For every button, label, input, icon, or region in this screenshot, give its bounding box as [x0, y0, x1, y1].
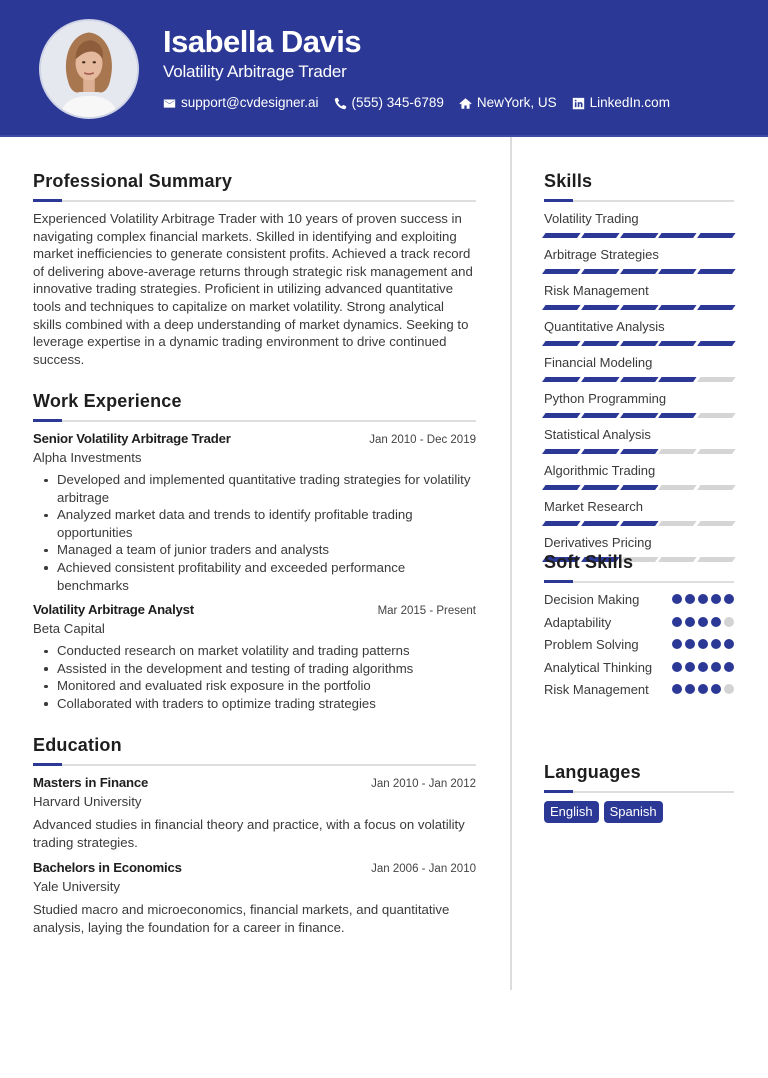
candidate-name: Isabella Davis	[163, 24, 362, 59]
soft-skill-rating	[672, 639, 734, 649]
contact-location	[459, 94, 557, 112]
skill-item	[544, 462, 734, 490]
soft-skills-list	[544, 591, 734, 699]
skill-level-bar	[544, 341, 734, 346]
level-segment-filled	[542, 341, 580, 346]
title-underline	[544, 199, 734, 202]
level-segment-filled	[620, 305, 658, 310]
contact-linkedin[interactable]	[572, 94, 670, 112]
section-title: Soft Skills	[544, 552, 634, 572]
level-segment-empty	[697, 485, 735, 490]
soft-skill-name: Problem Solving	[544, 637, 639, 652]
language-tag: English	[544, 801, 599, 823]
level-segment-filled	[659, 305, 697, 310]
job-entry	[33, 601, 476, 712]
section-title: Skills	[544, 171, 593, 191]
contact-email[interactable]	[163, 94, 319, 112]
job-title: Senior Volatility Arbitrage Trader	[33, 431, 231, 446]
linkedin-icon	[572, 97, 585, 110]
section-title: Languages	[544, 762, 641, 782]
level-segment-filled	[542, 305, 580, 310]
rating-dot-filled-icon	[711, 662, 721, 672]
level-segment-filled	[542, 413, 580, 418]
level-segment-filled	[620, 377, 658, 382]
soft-skill-name: Analytical Thinking	[544, 659, 653, 675]
section-skills	[544, 170, 734, 570]
job-bullet: Monitored and evaluated risk exposure in the portfolio	[33, 677, 476, 695]
skill-name: Volatility Trading	[544, 211, 639, 226]
soft-skill-rating	[672, 662, 734, 672]
level-segment-filled	[659, 341, 697, 346]
job-bullet: Developed and implemented quantitative trading strategies for volatility arbitrage	[33, 471, 476, 506]
job-bullets	[33, 642, 476, 712]
level-segment-filled	[620, 269, 658, 274]
skill-level-bar	[544, 521, 734, 526]
profile-photo-icon	[41, 21, 137, 117]
skill-name: Risk Management	[544, 283, 649, 298]
level-segment-empty	[697, 449, 735, 454]
skill-level-bar	[544, 233, 734, 238]
candidate-role: Volatility Arbitrage Trader	[163, 62, 347, 81]
column-divider	[510, 137, 512, 990]
contact-linkedin-text: LinkedIn.com	[589, 95, 670, 110]
level-segment-filled	[542, 377, 580, 382]
skill-level-bar	[544, 413, 734, 418]
soft-skill-item	[544, 681, 734, 699]
rating-dot-filled-icon	[698, 639, 708, 649]
rating-dot-filled-icon	[711, 684, 721, 694]
level-segment-filled	[697, 269, 735, 274]
level-segment-filled	[697, 305, 735, 310]
contact-email-text: support@cvdesigner.ai	[181, 95, 319, 110]
rating-dot-filled-icon	[711, 617, 721, 627]
education-description: Advanced studies in financial theory and practice, with a focus on volatility trading strategies.	[33, 817, 465, 850]
job-company: Beta Capital	[33, 621, 105, 637]
skill-level-bar	[544, 449, 734, 454]
education-entry	[33, 859, 476, 936]
rating-dot-filled-icon	[724, 639, 734, 649]
level-segment-filled	[542, 233, 580, 238]
job-bullet: Collaborated with traders to optimize trading strategies	[33, 695, 476, 713]
title-underline	[33, 199, 476, 202]
level-segment-filled	[542, 521, 580, 526]
soft-skill-name: Decision Making	[544, 592, 640, 607]
job-dates: Jan 2010 - Dec 2019	[369, 434, 476, 446]
languages-list	[544, 801, 734, 823]
rating-dot-filled-icon	[698, 684, 708, 694]
skill-level-bar	[544, 485, 734, 490]
title-underline	[33, 763, 476, 766]
job-bullet: Conducted research on market volatility and trading patterns	[33, 642, 476, 660]
rating-dot-filled-icon	[698, 594, 708, 604]
contact-list	[163, 94, 685, 112]
level-segment-filled	[542, 269, 580, 274]
education-dates: Jan 2006 - Jan 2010	[371, 863, 476, 876]
rating-dot-filled-icon	[685, 639, 695, 649]
level-segment-filled	[697, 233, 735, 238]
rating-dot-filled-icon	[724, 594, 734, 604]
resume-header	[0, 0, 768, 137]
skills-list	[544, 210, 734, 562]
soft-skill-name: Risk Management	[544, 682, 649, 697]
skill-level-bar	[544, 269, 734, 274]
level-segment-empty	[697, 521, 735, 526]
education-entry	[33, 774, 476, 851]
level-segment-filled	[581, 413, 619, 418]
level-segment-empty	[697, 413, 735, 418]
rating-dot-empty-icon	[724, 617, 734, 627]
level-segment-filled	[581, 305, 619, 310]
level-segment-filled	[620, 485, 658, 490]
level-segment-filled	[659, 269, 697, 274]
level-segment-filled	[620, 341, 658, 346]
skill-name: Arbitrage Strategies	[544, 247, 659, 262]
level-segment-filled	[581, 485, 619, 490]
degree-title: Bachelors in Economics	[33, 860, 182, 876]
job-bullets	[33, 471, 476, 594]
skill-item	[544, 318, 734, 346]
skill-level-bar	[544, 305, 734, 310]
level-segment-filled	[581, 521, 619, 526]
home-icon	[459, 97, 472, 110]
level-segment-filled	[542, 485, 580, 490]
level-segment-filled	[620, 233, 658, 238]
section-work-experience	[33, 390, 476, 713]
rating-dot-filled-icon	[685, 594, 695, 604]
section-title: Education	[33, 735, 122, 755]
soft-skill-name: Adaptability	[544, 614, 612, 630]
job-entry	[33, 430, 476, 594]
level-segment-filled	[620, 521, 658, 526]
skill-name: Financial Modeling	[544, 355, 653, 370]
skill-item	[544, 354, 734, 382]
rating-dot-filled-icon	[685, 617, 695, 627]
job-title: Volatility Arbitrage Analyst	[33, 602, 194, 618]
rating-dot-filled-icon	[685, 684, 695, 694]
language-tag: Spanish	[604, 801, 663, 823]
title-underline	[33, 419, 476, 422]
level-segment-empty	[697, 377, 735, 382]
level-segment-filled	[620, 449, 658, 454]
section-title: Work Experience	[33, 391, 182, 411]
level-segment-filled	[581, 269, 619, 274]
soft-skill-item	[544, 659, 734, 677]
summary-text: Experienced Volatility Arbitrage Trader with 10 years of proven success in navigating complex financial markets. Skilled in identifying and exploiting market inefficiencies to generate consistent profits. Achieved a track record of delivering above-average returns through strategic risk management and innovative trading strategies. Proficient in utilizing advanced quantitative tools and techniques to capitalize on market volatility. Strong analytical skills combined with a deep understanding of market dynamics. Seeking to leverage expertise in a dynamic trading environment to drive continued success.	[33, 211, 473, 367]
level-segment-filled	[659, 377, 697, 382]
level-segment-empty	[659, 449, 697, 454]
section-summary	[33, 170, 476, 368]
education-dates: Jan 2010 - Jan 2012	[371, 778, 476, 790]
level-segment-filled	[659, 233, 697, 238]
envelope-icon	[163, 97, 176, 110]
avatar	[39, 19, 139, 119]
skill-item	[544, 390, 734, 418]
job-bullet: Assisted in the development and testing of trading algorithms	[33, 660, 476, 678]
job-bullet: Analyzed market data and trends to identify profitable trading opportunities	[33, 506, 476, 541]
skill-name: Algorithmic Trading	[544, 463, 656, 478]
level-segment-empty	[659, 485, 697, 490]
section-education	[33, 734, 476, 936]
skill-item	[544, 282, 734, 310]
skill-item	[544, 426, 734, 454]
level-segment-filled	[542, 449, 580, 454]
skill-name: Statistical Analysis	[544, 427, 651, 442]
phone-icon	[334, 97, 347, 110]
skill-name: Derivatives Pricing	[544, 535, 652, 550]
education-description: Studied macro and microeconomics, financial markets, and quantitative analysis, laying the foundation for a career in finance.	[33, 902, 450, 935]
skill-level-bar	[544, 377, 734, 382]
rating-dot-filled-icon	[672, 662, 682, 672]
job-dates: Mar 2015 - Present	[377, 605, 476, 618]
rating-dot-filled-icon	[672, 617, 682, 627]
soft-skill-rating	[672, 594, 734, 604]
job-company: Alpha Investments	[33, 450, 142, 465]
rating-dot-filled-icon	[711, 594, 721, 604]
skill-item	[544, 210, 734, 238]
level-segment-filled	[581, 341, 619, 346]
job-bullet: Managed a team of junior traders and analysts	[33, 541, 476, 559]
section-soft-skills	[544, 551, 734, 704]
rating-dot-filled-icon	[724, 662, 734, 672]
section-title: Professional Summary	[33, 171, 233, 191]
soft-skill-item	[544, 636, 734, 654]
rating-dot-filled-icon	[698, 617, 708, 627]
rating-dot-filled-icon	[672, 684, 682, 694]
rating-dot-filled-icon	[711, 639, 721, 649]
section-languages	[544, 761, 734, 823]
level-segment-filled	[659, 413, 697, 418]
level-segment-filled	[620, 413, 658, 418]
soft-skill-item	[544, 614, 734, 632]
title-underline	[544, 790, 734, 793]
soft-skill-item	[544, 591, 734, 609]
title-underline	[544, 580, 734, 583]
level-segment-filled	[581, 449, 619, 454]
soft-skill-rating	[672, 617, 734, 627]
job-bullet: Achieved consistent profitability and exceeded performance benchmarks	[33, 559, 476, 594]
level-segment-filled	[697, 341, 735, 346]
contact-location-text: NewYork, US	[476, 95, 557, 110]
skill-item	[544, 246, 734, 274]
degree-title: Masters in Finance	[33, 775, 149, 790]
rating-dot-filled-icon	[672, 594, 682, 604]
skill-name: Python Programming	[544, 391, 667, 406]
rating-dot-filled-icon	[685, 662, 695, 672]
school-name: Yale University	[33, 879, 120, 895]
rating-dot-filled-icon	[698, 662, 708, 672]
level-segment-empty	[659, 521, 697, 526]
skill-name: Market Research	[544, 499, 643, 514]
contact-phone-text: (555) 345-6789	[351, 95, 444, 110]
level-segment-filled	[581, 377, 619, 382]
rating-dot-filled-icon	[672, 639, 682, 649]
skill-name: Quantitative Analysis	[544, 319, 665, 334]
skill-item	[544, 498, 734, 526]
school-name: Harvard University	[33, 794, 142, 809]
rating-dot-empty-icon	[724, 684, 734, 694]
level-segment-filled	[581, 233, 619, 238]
contact-phone[interactable]	[334, 94, 444, 112]
soft-skill-rating	[672, 684, 734, 694]
